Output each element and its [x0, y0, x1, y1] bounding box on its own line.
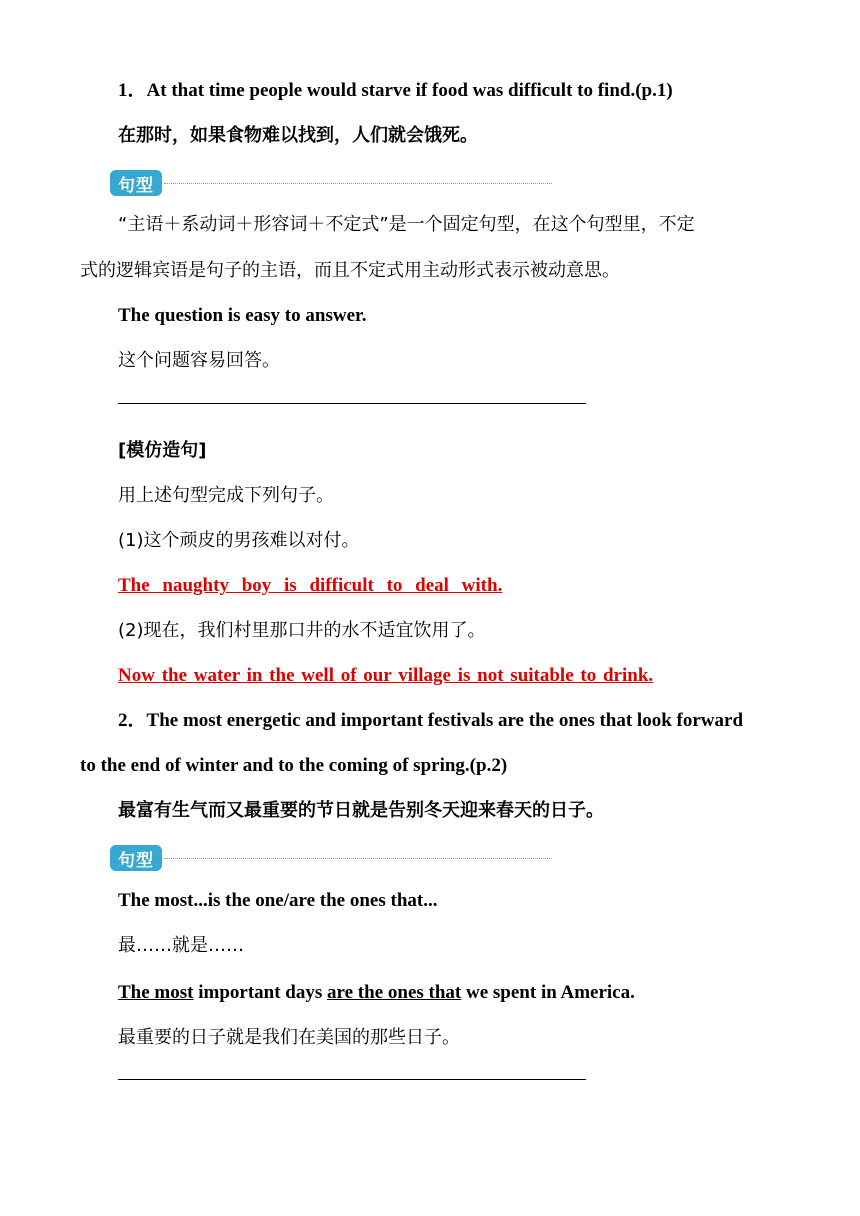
- item-1-explanation-line-2: 式的逻辑宾语是句子的主语，而且不定式用主动形式表示被动意思。: [80, 260, 620, 281]
- tag-label: 句型: [110, 170, 162, 196]
- practice-question-1: (1)这个顽皮的男孩难以对付。: [118, 530, 360, 551]
- item-1-example-en: The question is easy to answer.: [118, 305, 367, 326]
- item-2-number: 2．: [118, 710, 147, 731]
- item-2-pattern-cn: 最……就是……: [118, 935, 244, 956]
- item-2-example-cn: 最重要的日子就是我们在美国的那些日子。: [118, 1027, 460, 1048]
- item-1-sentence: 1．At that time people would starve if food was difficult to find.(p.1): [118, 80, 673, 101]
- item-1-explanation-line-1: “主语＋系动词＋形容词＋不定式”是一个固定句型，在这个句型里，不定: [118, 214, 695, 235]
- dotted-rule: [164, 183, 552, 184]
- dotted-rule: [164, 858, 552, 859]
- sentence-pattern-tag: [110, 845, 552, 871]
- separator-line: [118, 1079, 586, 1080]
- tag-label: 句型: [110, 845, 162, 871]
- practice-heading: [模仿造句]: [118, 440, 207, 461]
- practice-instruction: 用上述句型完成下列句子。: [118, 485, 334, 506]
- sentence-pattern-tag: [110, 170, 552, 196]
- item-1-translation: 在那时，如果食物难以找到，人们就会饿死。: [118, 125, 478, 146]
- underlined-phrase: are the ones that: [327, 982, 462, 1003]
- separator-line: [118, 403, 586, 404]
- item-2-translation: 最富有生气而又最重要的节日就是告别冬天迎来春天的日子。: [118, 800, 604, 821]
- item-2-pattern: The most...is the one/are the ones that...: [118, 890, 438, 911]
- underlined-phrase: The most: [118, 982, 194, 1003]
- item-2-sentence-line-1: 2．The most energetic and important festivals are the ones that look forward: [118, 710, 744, 731]
- item-2-example-en: The most important days are the ones that we spent in America.: [118, 982, 635, 1003]
- practice-answer-1: The naughty boy is difficult to deal with.: [118, 575, 503, 596]
- practice-question-2: (2)现在，我们村里那口井的水不适宜饮用了。: [118, 620, 486, 641]
- item-1-number: 1．: [118, 80, 147, 101]
- item-2-sentence-line-2: to the end of winter and to the coming of spring.(p.2): [80, 755, 508, 776]
- practice-answer-2: Now the water in the well of our village is not suitable to drink.: [118, 665, 654, 686]
- item-1-example-cn: 这个问题容易回答。: [118, 350, 280, 371]
